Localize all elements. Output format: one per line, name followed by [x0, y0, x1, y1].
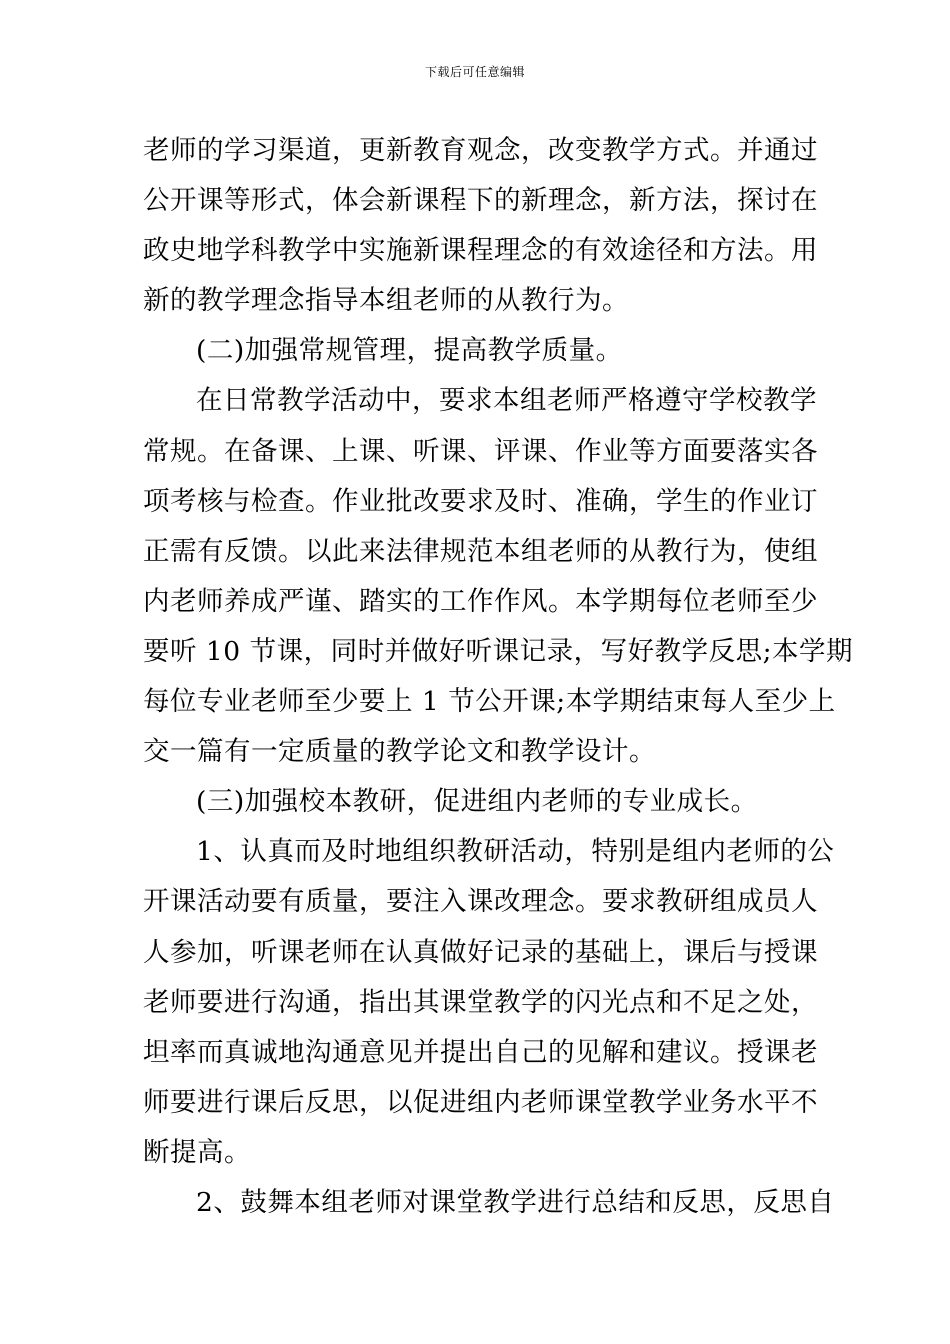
document-body — [143, 126, 853, 1228]
section-heading: (三)加强校本教研，促进组内老师的专业成长。 — [196, 786, 758, 818]
body-line: 政史地学科教学中实施新课程理念的有效途径和方法。用 — [143, 235, 818, 267]
body-line: 师要进行课后反思，以促进组内老师课堂教学业务水平不 — [143, 1086, 818, 1118]
body-line: 开课活动要有质量，要注入课改理念。要求教研组成员人 — [143, 886, 818, 918]
body-line: 坦率而真诚地沟通意见并提出自己的见解和建议。授课老 — [143, 1036, 818, 1068]
body-line: 人参加，听课老师在认真做好记录的基础上，课后与授课 — [143, 936, 818, 968]
body-line: 要听 10 节课，同时并做好听课记录，写好教学反思;本学期 — [143, 635, 853, 667]
body-line: 老师的学习渠道，更新教育观念，改变教学方式。并通过 — [143, 135, 818, 166]
body-line: 正需有反馈。以此来法律规范本组老师的从教行为，使组 — [143, 535, 818, 567]
body-line: 常规。在备课、上课、听课、评课、作业等方面要落实各 — [143, 435, 818, 467]
body-line: 2、鼓舞本组老师对课堂教学进行总结和反思，反思自 — [196, 1186, 835, 1218]
body-line: 断提高。 — [143, 1136, 251, 1168]
body-line: 公开课等形式，体会新课程下的新理念，新方法，探讨在 — [143, 185, 818, 217]
body-line: 在日常教学活动中，要求本组老师严格遵守学校教学 — [196, 385, 817, 417]
body-line: 1、认真而及时地组织教研活动，特别是组内老师的公 — [196, 836, 835, 868]
body-line: 老师要进行沟通，指出其课堂教学的闪光点和不足之处， — [143, 986, 818, 1018]
body-line: 项考核与检查。作业批改要求及时、准确，学生的作业订 — [143, 485, 818, 517]
body-line: 每位专业老师至少要上 1 节公开课;本学期结束每人至少上 — [143, 686, 836, 718]
page-header: 下载后可任意编辑 — [424, 65, 525, 79]
body-line: 交一篇有一定质量的教学论文和教学设计。 — [143, 736, 656, 768]
body-line: 新的教学理念指导本组老师的从教行为。 — [143, 285, 629, 317]
body-line: 内老师养成严谨、踏实的工作作风。本学期每位老师至少 — [143, 585, 818, 617]
section-heading: (二)加强常规管理，提高教学质量。 — [196, 335, 623, 367]
